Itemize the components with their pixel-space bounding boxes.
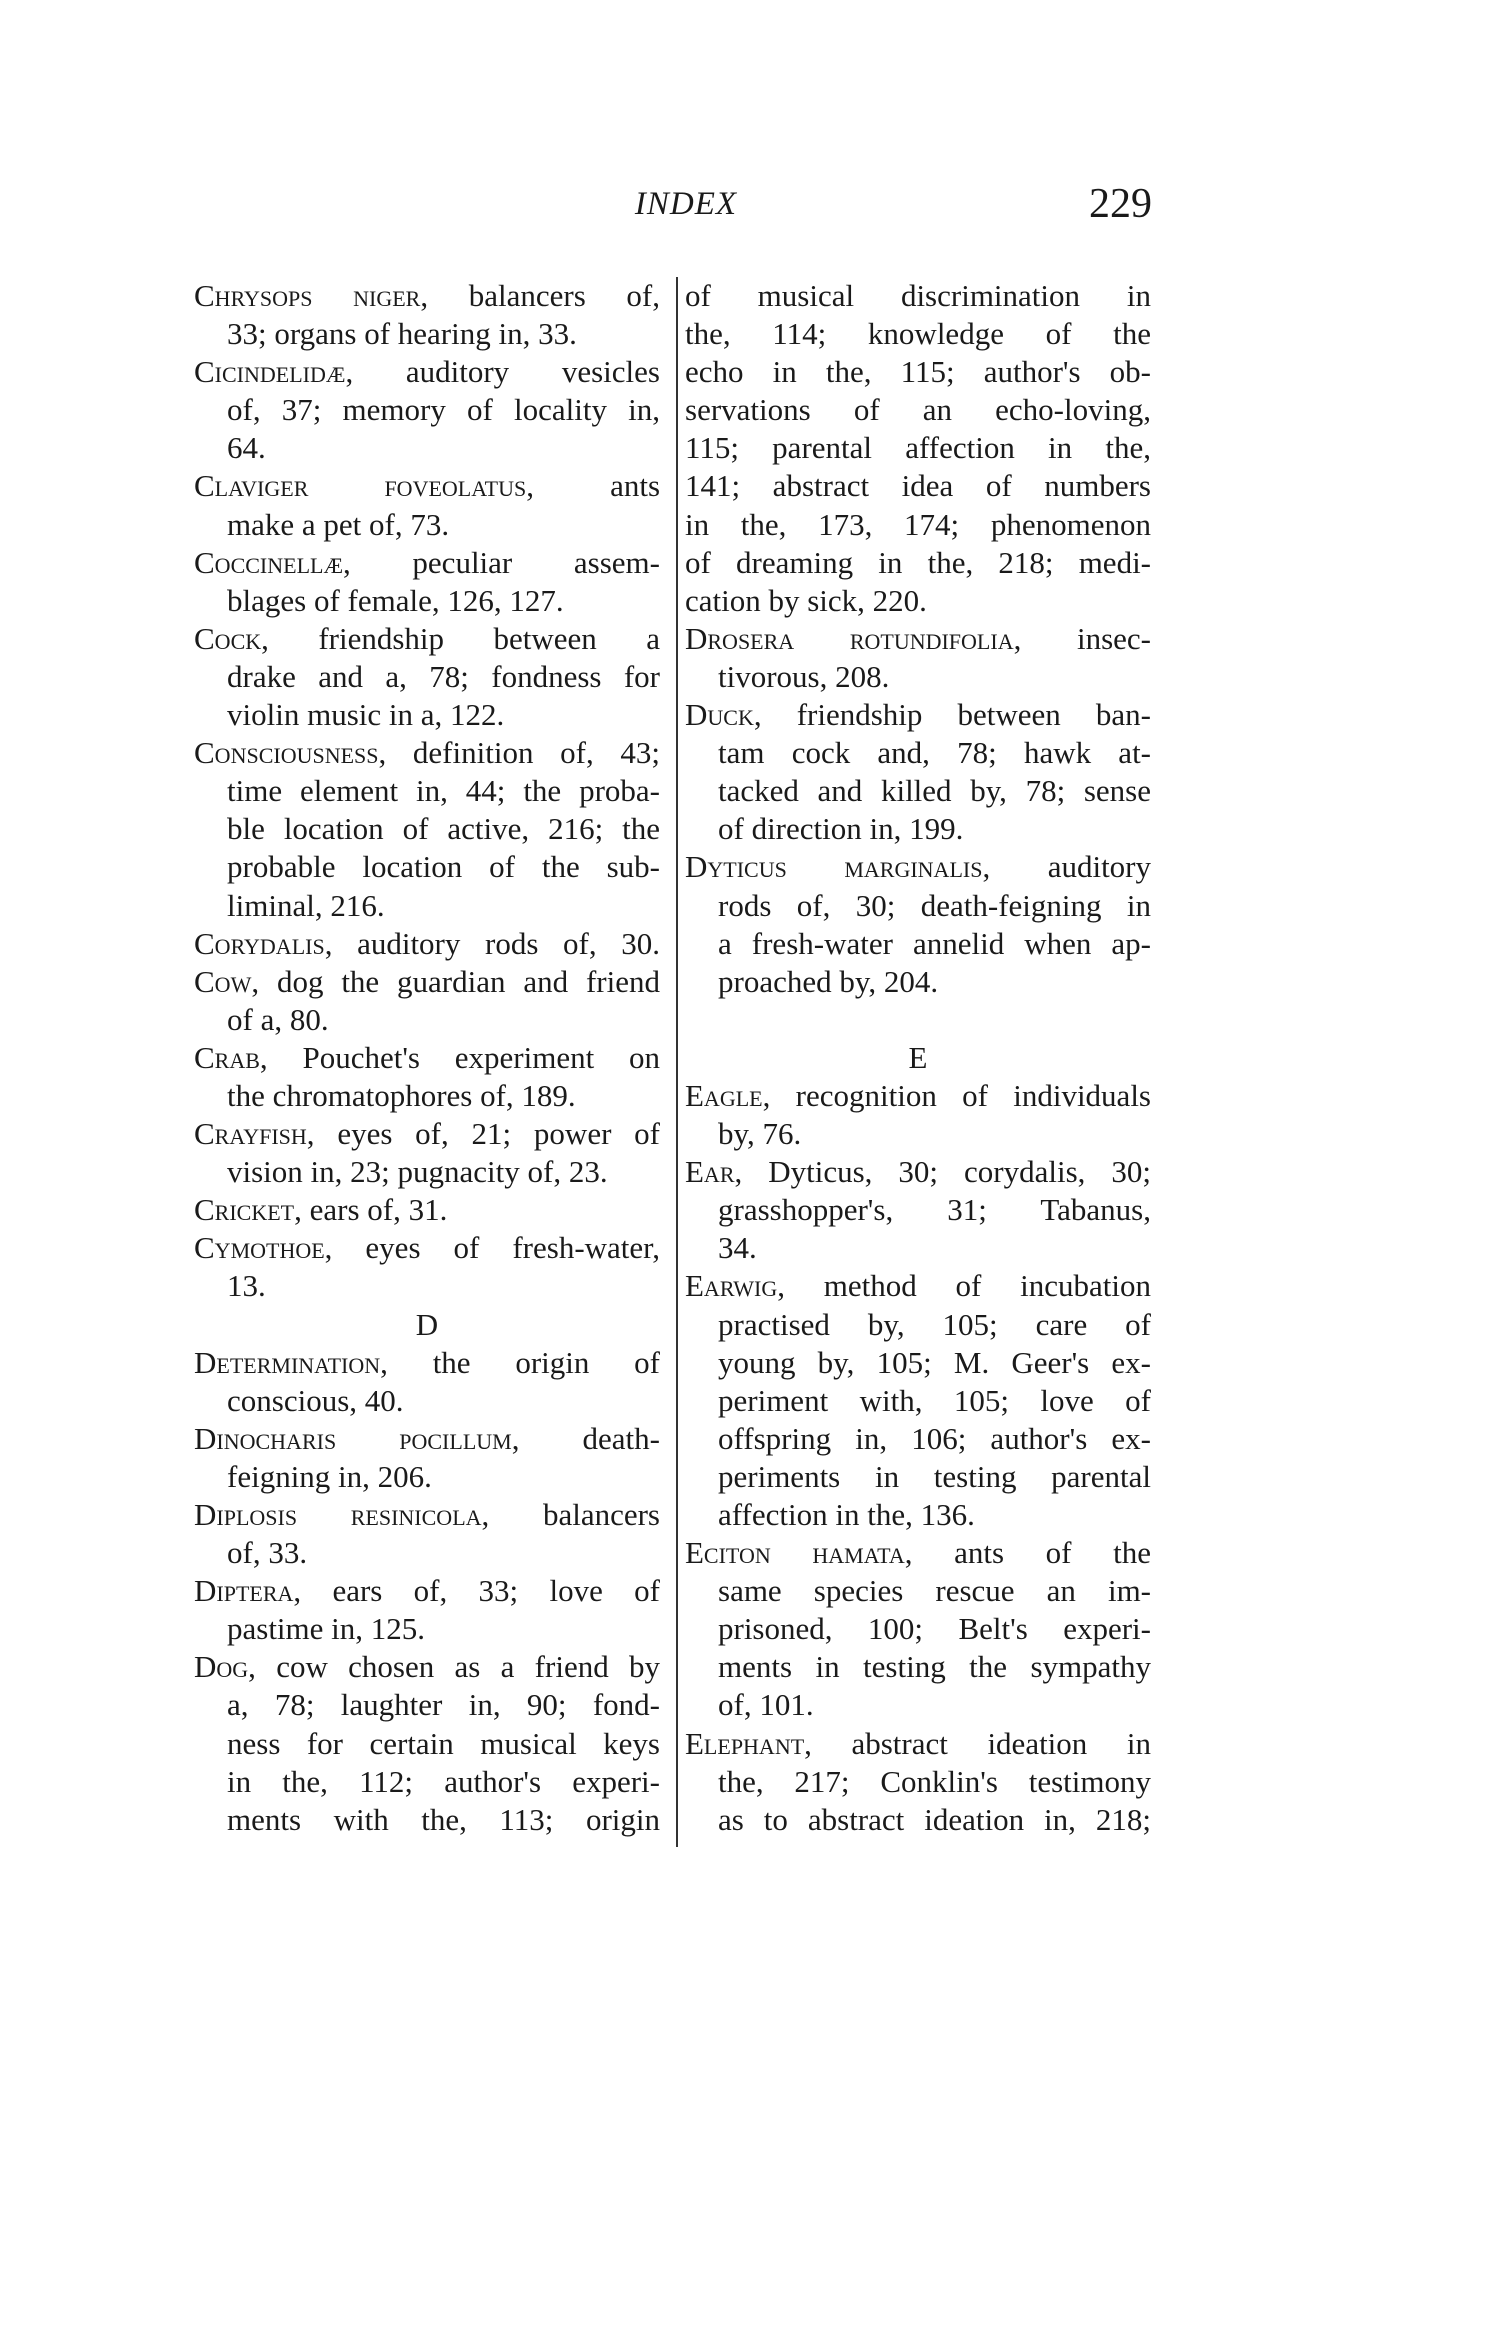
index-entry-head-line <box>194 1496 660 1534</box>
index-entry-head-line <box>685 1267 1151 1305</box>
index-text: , auditory <box>982 849 1152 885</box>
index-headword: Cymothoe <box>194 1230 325 1266</box>
index-entry-line <box>685 1306 1151 1344</box>
index-text: time element in, 44; the proba- <box>227 773 660 809</box>
index-entry-line <box>685 582 1151 620</box>
index-column-right <box>685 277 1151 1839</box>
index-entry-line <box>194 506 660 544</box>
index-entry-line <box>685 1115 1151 1153</box>
index-text: of musical discrimination in <box>685 278 1151 313</box>
index-entry-line <box>194 1725 660 1763</box>
index-text: by, 76. <box>718 1116 802 1152</box>
index-text: , friendship between a <box>261 620 660 656</box>
index-text: periments in testing parental <box>718 1458 1151 1494</box>
index-entry-line <box>685 658 1151 696</box>
index-text: , the origin of <box>380 1344 660 1380</box>
index-entry-line <box>194 1610 660 1648</box>
index-entry-head-line <box>194 1420 660 1458</box>
index-text: tam cock and, 78; hawk at- <box>718 735 1151 771</box>
index-text: tivorous, 208. <box>718 658 890 694</box>
index-text: , ears of, 31. <box>294 1192 448 1228</box>
index-entry-head-line <box>194 277 660 315</box>
index-headword: Coccinellæ <box>194 544 344 580</box>
index-text: tacked and killed by, 78; sense <box>718 773 1151 809</box>
index-entry-head-line <box>194 1191 660 1229</box>
index-text: , ants of the <box>904 1535 1151 1571</box>
index-entry-line <box>194 1458 660 1496</box>
index-text: 141; abstract idea of numbers <box>685 468 1151 504</box>
index-text: rods of, 30; death-feigning in <box>718 887 1151 923</box>
index-text: a, 78; laughter in, 90; fond- <box>227 1687 660 1723</box>
index-entry-line <box>685 734 1151 772</box>
index-headword: Ear <box>685 1154 735 1190</box>
index-entry-line <box>685 391 1151 429</box>
index-text: , dog the guardian and friend <box>251 963 660 999</box>
index-headword: Drosera rotundifolia <box>685 620 1014 656</box>
index-entry-line <box>685 963 1151 1001</box>
index-text: 13. <box>227 1268 266 1304</box>
index-text: of, 101. <box>718 1687 814 1723</box>
index-text: periment with, 105; love of <box>718 1382 1151 1418</box>
index-text: cation by sick, 220. <box>685 582 927 618</box>
index-text: practised by, 105; care of <box>718 1306 1151 1342</box>
index-headword: Diptera <box>194 1573 294 1609</box>
index-text: of dreaming in the, 218; medi- <box>685 544 1151 580</box>
index-text: ble location of active, 216; the <box>227 811 660 847</box>
index-text: ness for certain musical keys <box>227 1725 660 1761</box>
index-text: echo in the, 115; author's ob- <box>685 354 1151 390</box>
index-text: of direction in, 199. <box>718 811 964 847</box>
index-entry-line <box>194 887 660 925</box>
index-text: , method of incubation <box>777 1268 1151 1304</box>
index-entry-line <box>685 1572 1151 1610</box>
running-title: INDEX <box>634 186 738 222</box>
index-entry-line <box>685 429 1151 467</box>
index-entry-head-line <box>194 467 660 505</box>
index-entry-head-line <box>194 1039 660 1077</box>
index-entry-line <box>685 1648 1151 1686</box>
index-text: D <box>415 1306 439 1342</box>
index-entry-line <box>685 506 1151 544</box>
index-text: 34. <box>718 1230 757 1266</box>
index-text: in the, 112; author's experi- <box>227 1763 660 1799</box>
index-entry-line <box>685 277 1151 315</box>
index-text: , cow chosen as a friend by <box>248 1649 660 1685</box>
index-text: a fresh-water annelid when ap- <box>718 925 1151 961</box>
index-entry-line <box>685 315 1151 353</box>
index-headword: Dyticus marginalis <box>685 849 983 885</box>
column-divider <box>676 277 678 1847</box>
index-entry-line <box>685 925 1151 963</box>
index-text: violin music in a, 122. <box>227 697 505 733</box>
index-entry-head-line <box>194 1229 660 1267</box>
index-text: feigning in, 206. <box>227 1458 432 1494</box>
index-text: 33; organs of hearing in, 33. <box>227 316 577 352</box>
index-entry-line <box>685 887 1151 925</box>
index-entry-head-line <box>685 620 1151 658</box>
index-entry-head-line <box>685 1725 1151 1763</box>
index-entry-line <box>685 1420 1151 1458</box>
index-text: , auditory vesicles <box>345 354 660 390</box>
index-entry-line <box>194 1153 660 1191</box>
index-entry-line <box>194 429 660 467</box>
index-text: proached by, 204. <box>718 963 939 999</box>
index-entry-line <box>194 1077 660 1115</box>
index-text: , friendship between ban- <box>753 697 1151 733</box>
section-letter <box>685 1039 1151 1077</box>
index-entry-line <box>194 582 660 620</box>
index-text: , ears of, 33; love of <box>293 1573 660 1609</box>
index-text: , Pouchet's experiment on <box>259 1039 660 1075</box>
index-entry-line <box>685 1458 1151 1496</box>
index-headword: Eciton hamata <box>685 1535 905 1571</box>
index-entry-line <box>685 544 1151 582</box>
index-entry-head-line <box>194 1115 660 1153</box>
index-text: , recognition of individuals <box>762 1077 1151 1113</box>
index-text: 64. <box>227 430 266 466</box>
index-text: ments with the, 113; origin <box>227 1801 660 1837</box>
index-text: liminal, 216. <box>227 887 385 923</box>
index-entry-head-line <box>194 963 660 1001</box>
index-text: , insec- <box>1013 620 1151 656</box>
index-entry-line <box>685 1496 1151 1534</box>
index-entry-line <box>685 467 1151 505</box>
index-entry-line <box>685 1229 1151 1267</box>
index-headword: Chrysops niger <box>194 278 421 313</box>
index-column-left <box>194 277 660 1839</box>
index-text: blages of female, 126, 127. <box>227 582 564 618</box>
index-entry-line <box>194 1267 660 1305</box>
index-entry-line <box>685 1801 1151 1839</box>
index-entry-line <box>194 1534 660 1572</box>
index-entry-line <box>685 1191 1151 1229</box>
index-entry-line <box>685 353 1151 391</box>
index-entry-head-line <box>685 696 1151 734</box>
index-headword: Cicindelidæ <box>194 354 346 390</box>
index-text: the, 217; Conklin's testimony <box>718 1763 1151 1799</box>
index-headword: Crayfish <box>194 1116 307 1152</box>
index-entry-line <box>194 1763 660 1801</box>
index-entry-line <box>685 1344 1151 1382</box>
index-headword: Dog <box>194 1649 249 1685</box>
index-entry-line <box>194 1001 660 1039</box>
index-entry-head-line <box>685 1534 1151 1572</box>
index-text: as to abstract ideation in, 218; <box>718 1801 1151 1837</box>
index-text: servations of an echo-loving, <box>685 392 1151 428</box>
index-text: young by, 105; M. Geer's ex- <box>718 1344 1151 1380</box>
index-text: the, 114; knowledge of the <box>685 316 1151 352</box>
index-text: , death- <box>511 1420 660 1456</box>
index-text: conscious, 40. <box>227 1382 404 1418</box>
index-entry-line <box>194 315 660 353</box>
index-entry-head-line <box>194 1572 660 1610</box>
index-text: pastime in, 125. <box>227 1611 426 1647</box>
index-entry-line <box>685 1686 1151 1724</box>
index-text: , auditory rods of, 30. <box>324 925 660 961</box>
index-text: offspring in, 106; author's ex- <box>718 1420 1151 1456</box>
index-entry-line <box>194 696 660 734</box>
index-text: the chromatophores of, 189. <box>227 1077 576 1113</box>
index-headword: Cricket <box>194 1192 295 1228</box>
index-text: , peculiar assem- <box>343 544 660 580</box>
index-text: vision in, 23; pugnacity of, 23. <box>227 1154 608 1190</box>
index-text: , eyes of fresh-water, <box>324 1230 660 1266</box>
index-entry-line <box>194 1801 660 1839</box>
index-text: E <box>908 1039 928 1075</box>
index-headword: Cock <box>194 620 262 656</box>
index-text: ments in testing the sympathy <box>718 1649 1151 1685</box>
index-headword: Eagle <box>685 1077 763 1113</box>
index-text: , abstract ideation in <box>804 1725 1151 1761</box>
index-entry-line <box>194 1686 660 1724</box>
page-number: 229 <box>1089 181 1152 227</box>
index-entry-line <box>685 772 1151 810</box>
index-entry-line <box>194 391 660 429</box>
index-entry-head-line <box>194 620 660 658</box>
index-text: , ants <box>526 468 661 504</box>
index-entry-head-line <box>194 1344 660 1382</box>
index-entry-line <box>194 658 660 696</box>
index-text: in the, 173, 174; phenomenon <box>685 506 1151 542</box>
index-text: , definition of, 43; <box>378 735 660 771</box>
index-headword: Cow <box>194 963 252 999</box>
index-entry-head-line <box>685 848 1151 886</box>
index-entry-line <box>685 810 1151 848</box>
index-text: of, 33. <box>227 1535 308 1571</box>
index-headword: Corydalis <box>194 925 325 961</box>
index-text: of a, 80. <box>227 1001 329 1037</box>
index-text: affection in the, 136. <box>718 1497 975 1532</box>
index-headword: Earwig <box>685 1268 778 1304</box>
index-entry-head-line <box>685 1077 1151 1115</box>
index-entry-head-line <box>194 1648 660 1686</box>
index-text: , eyes of, 21; power of <box>306 1116 660 1152</box>
index-text: prisoned, 100; Belt's experi- <box>718 1611 1151 1647</box>
index-headword: Crab <box>194 1039 260 1075</box>
index-entry-head-line <box>194 353 660 391</box>
index-entry-head-line <box>194 544 660 582</box>
index-headword: Dinocharis pocillum <box>194 1420 512 1456</box>
index-text: probable location of the sub- <box>227 849 660 885</box>
index-text: , balancers <box>481 1497 660 1532</box>
index-entry-line <box>685 1763 1151 1801</box>
index-headword: Diplosis resinicola <box>194 1497 482 1532</box>
index-headword: Elephant <box>685 1725 805 1761</box>
index-text: , Dyticus, 30; corydalis, 30; <box>734 1154 1151 1190</box>
index-text: make a pet of, 73. <box>227 506 450 542</box>
index-headword: Duck <box>685 697 754 733</box>
index-text: 115; parental affection in the, <box>685 430 1151 466</box>
index-entry-line <box>685 1001 1151 1039</box>
index-text: same species rescue an im- <box>718 1573 1151 1609</box>
index-entry-line <box>194 1382 660 1420</box>
index-entry-line <box>685 1610 1151 1648</box>
index-text: grasshopper's, 31; Tabanus, <box>718 1192 1151 1228</box>
index-text: of, 37; memory of locality in, <box>227 392 660 428</box>
index-headword: Determination <box>194 1344 381 1380</box>
index-entry-line <box>194 810 660 848</box>
index-entry-head-line <box>194 925 660 963</box>
index-entry-head-line <box>685 1153 1151 1191</box>
index-entry-line <box>194 848 660 886</box>
index-entry-head-line <box>194 734 660 772</box>
index-headword: Consciousness <box>194 735 379 771</box>
index-text: , balancers of, <box>420 278 660 313</box>
section-letter <box>194 1306 660 1344</box>
index-entry-line <box>685 1382 1151 1420</box>
index-entry-line <box>194 772 660 810</box>
index-headword: Claviger foveolatus <box>194 468 527 504</box>
index-text: drake and a, 78; fondness for <box>227 658 660 694</box>
